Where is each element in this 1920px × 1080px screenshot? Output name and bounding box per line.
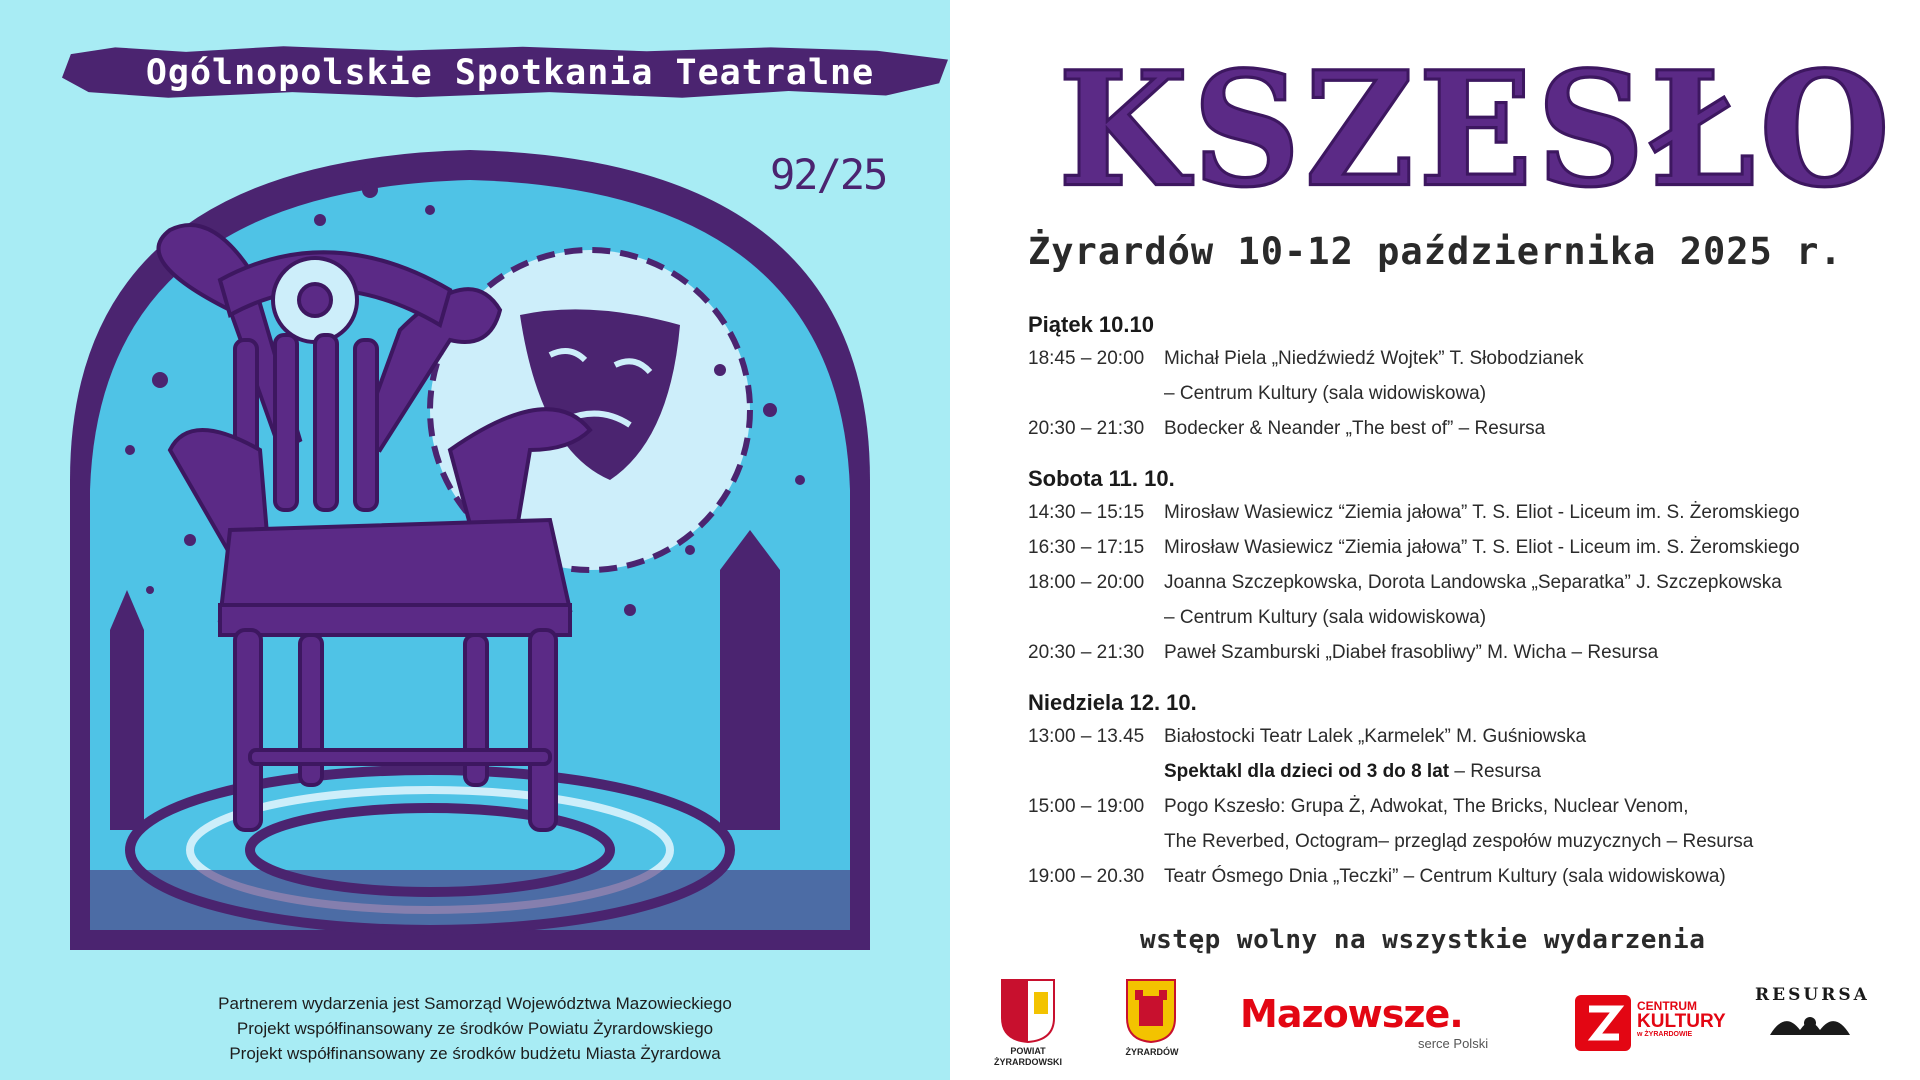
resursa-logo — [1755, 985, 1870, 1050]
schedule-row — [1028, 572, 1908, 602]
row-desc: – Centrum Kultury (sala widowiskowa) — [1164, 607, 1487, 628]
row-time: 13:00 – 13.45 — [1028, 726, 1145, 747]
row-desc — [1164, 761, 1541, 783]
edition-number: 92/25 — [770, 150, 887, 199]
row-time: 16:30 – 17:15 — [1028, 537, 1145, 558]
ck-line-2: KULTURY — [1637, 1011, 1726, 1032]
tower-right — [720, 570, 780, 830]
schedule-row — [1028, 383, 1908, 413]
row-time: 15:00 – 19:00 — [1028, 796, 1145, 817]
row-desc: Joanna Szczepkowska, Dorota Landowska „Separatka” J. Szczepkowska — [1164, 572, 1782, 593]
row-desc-rest: – Resursa — [1449, 761, 1541, 782]
powiat-caption-1: POWIAT — [1010, 1046, 1046, 1056]
day-heading-sunday: Niedziela 12. 10. — [1028, 690, 1197, 715]
schedule-row — [1028, 726, 1908, 756]
ck-line-1: CENTRUM — [1637, 999, 1697, 1013]
powiat-crest-logo — [1000, 978, 1056, 1048]
row-time: 20:30 – 21:30 — [1028, 642, 1145, 663]
row-desc: Michał Piela „Niedźwiedź Wojtek” T. Słobodzianek — [1164, 348, 1584, 369]
day-heading-friday: Piątek 10.10 — [1028, 312, 1154, 337]
row-time: 19:00 – 20.30 — [1028, 866, 1145, 887]
schedule-row — [1028, 866, 1908, 896]
schedule-row — [1028, 831, 1908, 861]
row-time: 20:30 – 21:30 — [1028, 418, 1145, 439]
row-desc: Mirosław Wasiewicz “Ziemia jałowa” T. S. Eliot - Liceum im. S. Żeromskiego — [1164, 537, 1800, 558]
row-desc: Białostocki Teatr Lalek „Karmelek” M. Guśniowska — [1164, 726, 1587, 747]
chair-illustration — [70, 150, 870, 950]
mazowsze-logo: Mazowsze. — [1240, 992, 1463, 1036]
centrum-kultury-logo — [1637, 1000, 1726, 1038]
schedule-row — [1028, 642, 1908, 672]
partner-line-1: Partnerem wydarzenia jest Samorząd Województwa Mazowieckiego — [218, 994, 732, 1013]
schedule-row — [1028, 502, 1908, 532]
ck-line-3: w ŻYRARDOWIE — [1637, 1031, 1693, 1038]
resursa-emblem-icon — [1760, 1005, 1860, 1045]
partner-line-2: Projekt współfinansowany ze środków Powiatu Żyrardowskiego — [236, 1019, 714, 1038]
row-desc: Paweł Szamburski „Diabeł frasobliwy” M. Wicha – Resursa — [1164, 642, 1659, 663]
schedule-row — [1028, 796, 1908, 826]
powiat-crest-icon — [1000, 978, 1056, 1044]
row-desc: The Reverbed, Octogram– przegląd zespołów muzycznych – Resursa — [1164, 831, 1754, 852]
partner-line-3: Projekt współfinansowany ze środków budżetu Miasta Żyrardowa — [229, 1044, 721, 1063]
tower-left — [110, 630, 144, 830]
resursa-name: RESURSA — [1755, 985, 1870, 1005]
zyrardow-crest-logo — [1125, 978, 1177, 1048]
powiat-caption-2: ŻYRARDOWSKI — [994, 1057, 1062, 1067]
event-dates: Żyrardów 10-12 października 2025 r. — [1028, 230, 1843, 273]
day-heading-saturday: Sobota 11. 10. — [1028, 466, 1175, 491]
row-desc: – Centrum Kultury (sala widowiskowa) — [1164, 383, 1487, 404]
row-time: 18:00 – 20:00 — [1028, 572, 1145, 593]
festival-name: Ogólnopolskie Spotkania Teatralne — [145, 53, 875, 93]
schedule-row — [1028, 607, 1908, 637]
row-time: 14:30 – 15:15 — [1028, 502, 1145, 523]
schedule-row — [1028, 418, 1908, 448]
free-entry-note: wstęp wolny na wszystkie wydarzenia — [1140, 925, 1706, 955]
schedule-row — [1028, 537, 1908, 567]
row-desc: Teatr Ósmego Dnia „Teczki” – Centrum Kultury (sala widowiskowa) — [1164, 866, 1726, 887]
row-desc-bold: Spektakl dla dzieci od 3 do 8 lat — [1164, 761, 1450, 782]
centrum-kultury-logo-icon — [1575, 995, 1631, 1051]
row-desc: Mirosław Wasiewicz “Ziemia jałowa” T. S. Eliot - Liceum im. S. Żeromskiego — [1164, 502, 1800, 523]
row-time: 18:45 – 20:00 — [1028, 348, 1145, 369]
zyrardow-caption: ŻYRARDÓW — [1125, 1047, 1179, 1057]
row-desc: Bodecker & Neander „The best of” – Resursa — [1164, 418, 1546, 439]
event-logo-title: KSZESŁO — [1058, 37, 1895, 223]
poster-art-panel — [0, 0, 950, 1080]
schedule-row — [1028, 348, 1908, 378]
zyrardow-crest-icon — [1125, 978, 1177, 1044]
schedule-row — [1028, 761, 1908, 791]
row-desc: Pogo Kszesło: Grupa Ż, Adwokat, The Bricks, Nuclear Venom, — [1164, 796, 1689, 817]
mazowsze-tagline: serce Polski — [1418, 1036, 1489, 1051]
